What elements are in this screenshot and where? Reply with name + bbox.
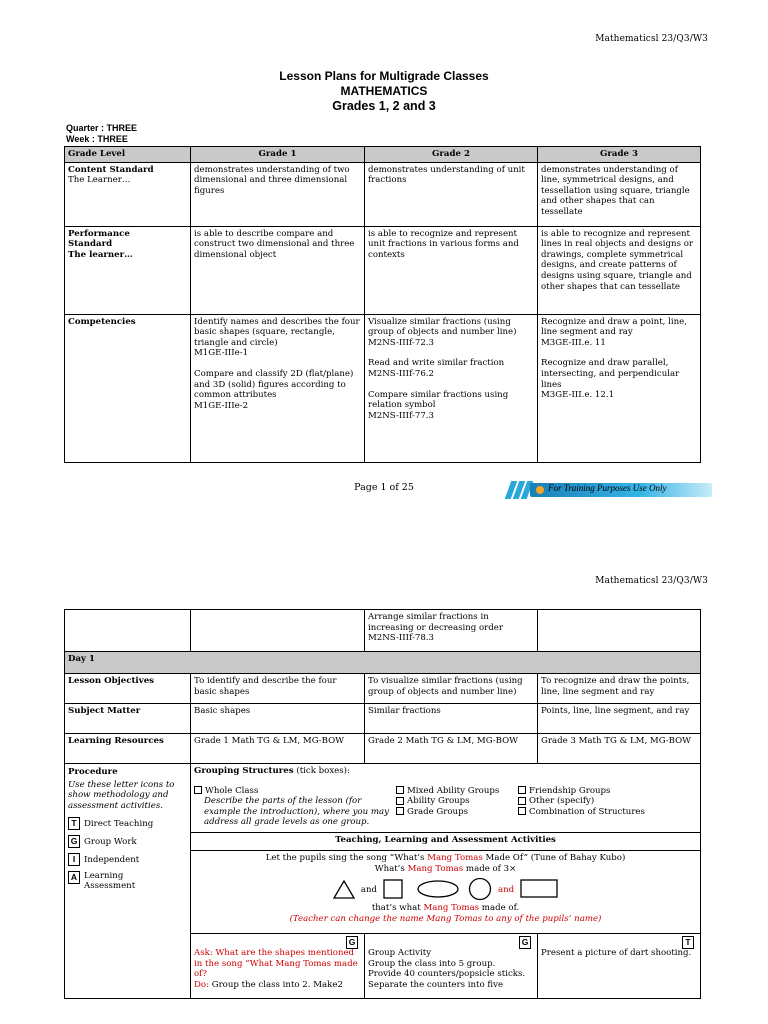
checkbox-label: Combination of Structures xyxy=(529,806,645,817)
cell: Grade 2 Math TG & LM, MG-BOW xyxy=(365,734,538,764)
ability-groups-checkbox[interactable] xyxy=(396,797,404,805)
checkbox-label: Friendship Groups xyxy=(529,785,611,796)
checkbox-label: Grade Groups xyxy=(407,806,469,817)
competency-text: Recognize and draw a point, line, line segment and ray xyxy=(541,316,687,338)
day-row xyxy=(65,652,701,674)
competency-code: M3GE-III.e. 12.1 xyxy=(541,390,615,401)
assessment-icon: A xyxy=(68,871,80,884)
song-text: Made Of” (Tune of Bahay Kubo) xyxy=(482,853,626,863)
page-gap xyxy=(0,515,768,563)
square-icon xyxy=(383,879,403,899)
song-text: and xyxy=(497,884,515,895)
grouping-label-suffix: (tick boxes): xyxy=(293,766,350,776)
page-2 xyxy=(0,563,768,1024)
checkbox-label: Other (specify) xyxy=(529,796,595,807)
competencies-label: Competencies xyxy=(65,314,191,462)
legend-direct-teaching xyxy=(68,817,187,835)
cell xyxy=(65,610,191,652)
competency-text: Visualize similar fractions (using group of objects and number line) xyxy=(368,316,517,338)
competency-code: M2NS-IIIf-77.3 xyxy=(368,410,434,421)
cell: Grade 3 Math TG & LM, MG-BOW xyxy=(538,734,701,764)
day-label: Day 1 xyxy=(65,652,701,674)
document-code: Mathematicsl 23/Q3/W3 xyxy=(595,576,708,586)
legend-text: Group Work xyxy=(84,837,137,848)
header-grade-2: Grade 2 xyxy=(365,147,538,163)
content-standard-row xyxy=(65,162,701,226)
cell: Points, line, line segment, and ray xyxy=(538,704,701,734)
objectives-label: Lesson Objectives xyxy=(65,674,191,704)
cell: Basic shapes xyxy=(191,704,365,734)
competency-text: Compare similar fractions using relation symbol xyxy=(368,389,509,411)
oval-icon xyxy=(416,879,460,899)
procedure-cell xyxy=(65,764,191,999)
row-sublabel: The Learner… xyxy=(68,175,131,186)
competency-code: M1GE-IIIe-1 xyxy=(194,348,249,359)
cell: is able to recognize and represent unit fractions in various forms and contexts xyxy=(365,226,538,314)
legend-independent xyxy=(68,853,187,871)
banner-text: For Training Purposes Use Only xyxy=(548,483,667,493)
legend-assessment xyxy=(68,871,187,893)
competencies-row xyxy=(65,314,701,462)
activity-text: Group Activity xyxy=(368,948,432,958)
song-text: and xyxy=(360,884,378,895)
shapes-row xyxy=(194,877,697,903)
combination-checkbox[interactable] xyxy=(518,807,526,815)
procedure-label: Procedure xyxy=(68,767,118,777)
friendship-groups-checkbox[interactable] xyxy=(518,786,526,794)
resources-label: Learning Resources xyxy=(65,734,191,764)
performance-standard-label xyxy=(65,226,191,314)
activity-text: Present a picture of dart shooting. xyxy=(541,948,692,958)
activity-text: Group the class into 5 group. xyxy=(368,958,496,969)
row-label: Performance xyxy=(68,228,130,239)
procedure-note: Use these letter icons to show methodology and assessment activities. xyxy=(68,779,175,811)
group-work-icon: G xyxy=(346,936,358,949)
week-label: Week : THREE xyxy=(66,134,128,144)
checkbox-label: Ability Groups xyxy=(407,796,470,807)
activity-text: Provide 40 counters/popsicle sticks. xyxy=(368,969,526,980)
cell xyxy=(191,610,365,652)
competency-text: Read and write similar fraction xyxy=(368,358,505,369)
subject-row xyxy=(65,704,701,734)
triangle-icon xyxy=(333,879,355,899)
lesson-table xyxy=(64,609,701,999)
standards-table xyxy=(64,146,701,463)
song-text: Let the pupils sing the song “What’s xyxy=(265,853,428,863)
song-text: that’s what xyxy=(371,903,424,914)
competency-text: Arrange similar fractions in increasing or decreasing order xyxy=(368,612,503,633)
objectives-row xyxy=(65,674,701,704)
legend-text: Direct Teaching xyxy=(84,819,154,830)
competency-code: M2NS-IIIf-72.3 xyxy=(368,337,434,348)
tla-header: Teaching, Learning and Assessment Activities xyxy=(191,833,701,851)
cell: is able to recognize and represent lines in real objects and designs or drawings, complete symmetrical designs, and create patterns of designs using square, triangle and other shapes that can tessellate xyxy=(538,226,701,314)
document-code: Mathematicsl 23/Q3/W3 xyxy=(595,34,708,44)
cell: is able to describe compare and construct two dimensional and three dimensional object xyxy=(191,226,365,314)
training-banner xyxy=(506,481,712,499)
grade2-activity xyxy=(365,934,538,999)
competency-text: Identify names and describes the four basic shapes (square, rectangle, triangle and circle) xyxy=(194,316,360,348)
song-name: Mang Tomas xyxy=(427,853,483,863)
direct-teaching-icon: T xyxy=(68,817,80,830)
cell xyxy=(365,610,538,652)
direct-teaching-icon: T xyxy=(682,936,694,949)
independent-icon: I xyxy=(68,853,80,866)
competency-code: M3GE-III.e. 11 xyxy=(541,337,606,348)
header-grade-level: Grade Level xyxy=(65,147,191,163)
song-name: Mang Tomas xyxy=(407,863,464,874)
competency-code: M2NS-IIIf-76.2 xyxy=(368,368,434,379)
circle-icon xyxy=(468,877,492,901)
grouping-cell xyxy=(191,764,701,833)
performance-standard-row xyxy=(65,226,701,314)
checkbox-label: Mixed Ability Groups xyxy=(407,785,500,796)
ask-text: What are the shapes mentioned in the song “What Mang Tomas made of? xyxy=(194,948,358,980)
ask-label: Ask: xyxy=(194,948,213,958)
doc-subject: MATHEMATICS xyxy=(340,84,428,98)
quarter-label: Quarter : THREE xyxy=(66,123,138,133)
group-work-icon: G xyxy=(519,936,531,949)
header-grade-1: Grade 1 xyxy=(191,147,365,163)
doc-grades: Grades 1, 2 and 3 xyxy=(332,99,436,113)
legend-group-work xyxy=(68,835,187,853)
do-label: Do: xyxy=(194,979,209,990)
page-number: Page 1 of 25 xyxy=(354,482,414,493)
do-text: Group the class into 2. Make2 xyxy=(208,979,343,990)
grade1-activity xyxy=(191,934,365,999)
mixed-ability-checkbox[interactable] xyxy=(396,786,404,794)
row-label: Content Standard xyxy=(68,164,154,175)
whole-class-note: Describe the parts of the lesson (for example the introduction), where you may address all grade levels as one group. xyxy=(204,796,389,828)
cell: Grade 1 Math TG & LM, MG-BOW xyxy=(191,734,365,764)
content-standard-label xyxy=(65,162,191,226)
song-cell xyxy=(191,851,701,934)
resources-row xyxy=(65,734,701,764)
checkbox-label: Whole Class xyxy=(205,785,259,796)
cell: To identify and describe the four basic shapes xyxy=(191,674,365,704)
group-work-icon: G xyxy=(68,835,80,848)
doc-title: Lesson Plans for Multigrade Classes xyxy=(279,69,489,83)
whole-class-checkbox[interactable] xyxy=(194,786,202,794)
grade3-activity xyxy=(538,934,701,999)
cell xyxy=(538,610,701,652)
table-row xyxy=(65,610,701,652)
cell: demonstrates understanding of line, symmetrical designs, and tessellation using square, triangle and other shapes that can tessellate xyxy=(538,162,701,226)
cell: demonstrates understanding of unit fractions xyxy=(365,162,538,226)
rectangle-icon xyxy=(520,879,558,899)
procedure-row xyxy=(65,764,701,833)
competency-code: M1GE-IIIe-2 xyxy=(194,400,249,411)
legend-text: Learning Assessment xyxy=(84,871,136,892)
cell: To recognize and draw the points, line, line segment and ray xyxy=(538,674,701,704)
row-label: Standard xyxy=(68,239,113,250)
song-text: What’s xyxy=(374,863,408,874)
song-note: (Teacher can change the name Mang Tomas to any of the pupils’ name) xyxy=(289,913,602,924)
header-grade-3: Grade 3 xyxy=(538,147,701,163)
subject-label: Subject Matter xyxy=(65,704,191,734)
grouping-label: Grouping Structures xyxy=(194,766,294,776)
song-text: made of. xyxy=(479,903,520,914)
other-checkbox[interactable] xyxy=(518,797,526,805)
song-name: Mang Tomas xyxy=(423,903,480,914)
cell: demonstrates understanding of two dimensional and three dimensional figures xyxy=(191,162,365,226)
cell: Similar fractions xyxy=(365,704,538,734)
cell: To visualize similar fractions (using group of objects and number line) xyxy=(365,674,538,704)
competency-code: M2NS-IIIf-78.3 xyxy=(368,633,434,644)
legend-text: Independent xyxy=(84,855,140,866)
cell xyxy=(365,314,538,462)
competency-text: Compare and classify 2D (flat/plane) and 3D (solid) figures according to common attributes xyxy=(194,368,354,401)
logo-icon xyxy=(536,486,544,494)
song-text: made of 3× xyxy=(463,863,517,874)
row-label: The learner… xyxy=(68,249,133,260)
cell xyxy=(538,314,701,462)
table-header-row xyxy=(65,147,701,163)
cell xyxy=(191,314,365,462)
competency-text: Recognize and draw parallel, intersecting, and perpendicular lines xyxy=(541,358,680,390)
grade-groups-checkbox[interactable] xyxy=(396,807,404,815)
activity-text: Separate the counters into five xyxy=(368,979,504,990)
